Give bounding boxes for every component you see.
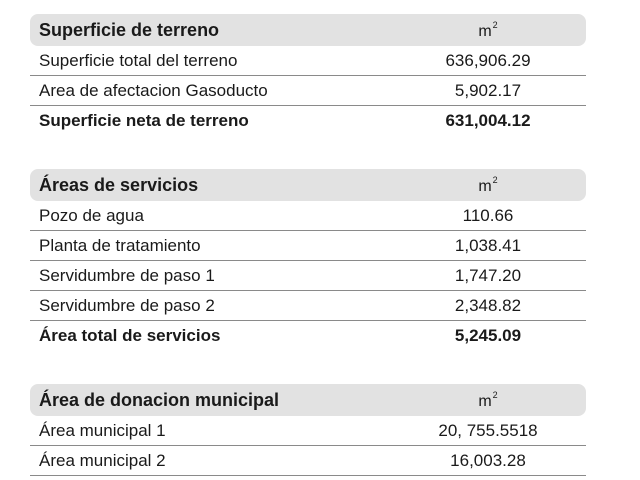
table-superficie-terreno <box>30 14 586 136</box>
row-value: 631,004.12 <box>445 111 531 130</box>
section-header <box>30 384 586 416</box>
table-areas-servicios <box>30 169 586 351</box>
row-name: Pozo de agua <box>39 205 144 225</box>
row-value: 16,003.28 <box>450 450 526 470</box>
row-value: 110.66 <box>462 205 514 225</box>
row-value: 20, 755.5518 <box>438 420 538 440</box>
table-row <box>30 201 586 231</box>
table-row <box>30 261 586 291</box>
row-name: Área municipal 1 <box>39 420 166 440</box>
table-row <box>30 446 586 476</box>
table-row <box>30 291 586 321</box>
unit-label: $m^2$ <box>478 19 498 40</box>
row-name: Planta de tratamiento <box>39 235 201 255</box>
row-value: 5,902.17 <box>454 80 522 100</box>
row-name: Area de afectacion Gasoducto <box>39 80 268 100</box>
row-value: 1,038.41 <box>454 235 522 255</box>
row-name: Servidumbre de paso 2 <box>39 295 215 315</box>
table-row-total <box>30 321 586 351</box>
row-value: 2,348.82 <box>454 295 522 315</box>
table-row <box>30 231 586 261</box>
table-area-donacion <box>30 384 586 476</box>
row-name: Superficie neta de terreno <box>39 111 249 130</box>
section-title: Área de donacion municipal <box>39 389 280 410</box>
table-row <box>30 76 586 106</box>
row-name: Superficie total del terreno <box>39 50 238 70</box>
row-name: Área municipal 2 <box>39 450 166 470</box>
section-header <box>30 14 586 46</box>
table-row-total <box>30 106 586 136</box>
row-value: 1,747.20 <box>454 265 522 285</box>
section-header <box>30 169 586 201</box>
unit-label: $m^2$ <box>478 389 498 410</box>
row-value: 5,245.09 <box>454 326 522 345</box>
row-name: Área total de servicios <box>39 326 221 345</box>
section-title: Áreas de servicios <box>39 174 199 195</box>
table-row <box>30 46 586 76</box>
table-row <box>30 416 586 446</box>
unit-label: $m^2$ <box>478 174 498 195</box>
section-title: Superficie de terreno <box>39 19 220 40</box>
row-name: Servidumbre de paso 1 <box>39 265 215 285</box>
row-value: 636,906.29 <box>445 50 531 70</box>
